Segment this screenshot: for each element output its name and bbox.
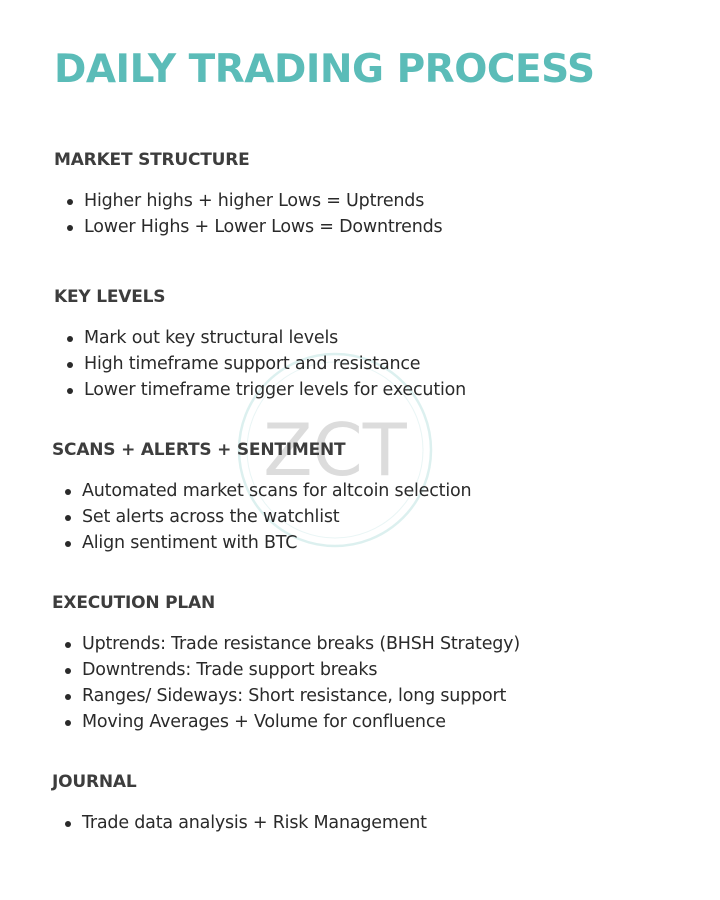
list-item: Downtrends: Trade support breaks (62, 657, 520, 683)
list-item: Moving Averages + Volume for confluence (62, 709, 520, 735)
bullet-list (62, 810, 427, 836)
section-heading: EXECUTION PLAN (52, 593, 216, 613)
list-item: Align sentiment with BTC (62, 530, 471, 556)
list-item: Automated market scans for altcoin selection (62, 478, 471, 504)
section-heading: MARKET STRUCTURE (54, 150, 250, 170)
list-item: Set alerts across the watchlist (62, 504, 471, 530)
section-heading: SCANS + ALERTS + SENTIMENT (52, 440, 346, 460)
bullet-list (64, 325, 466, 403)
watermark-text: ZCT (263, 408, 407, 492)
bullet-list (62, 478, 471, 556)
bullet-list (64, 188, 442, 240)
bullet-list (62, 631, 520, 735)
list-item: Lower Highs + Lower Lows = Downtrends (64, 214, 442, 240)
section-heading: JOURNAL (52, 772, 137, 792)
list-item: Trade data analysis + Risk Management (62, 810, 427, 836)
list-item: High timeframe support and resistance (64, 351, 466, 377)
page-title: DAILY TRADING PROCESS (54, 47, 595, 92)
list-item: Higher highs + higher Lows = Uptrends (64, 188, 442, 214)
list-item: Ranges/ Sideways: Short resistance, long support (62, 683, 520, 709)
list-item: Lower timeframe trigger levels for execution (64, 377, 466, 403)
list-item: Mark out key structural levels (64, 325, 466, 351)
list-item: Uptrends: Trade resistance breaks (BHSH Strategy) (62, 631, 520, 657)
section-heading: KEY LEVELS (54, 287, 166, 307)
